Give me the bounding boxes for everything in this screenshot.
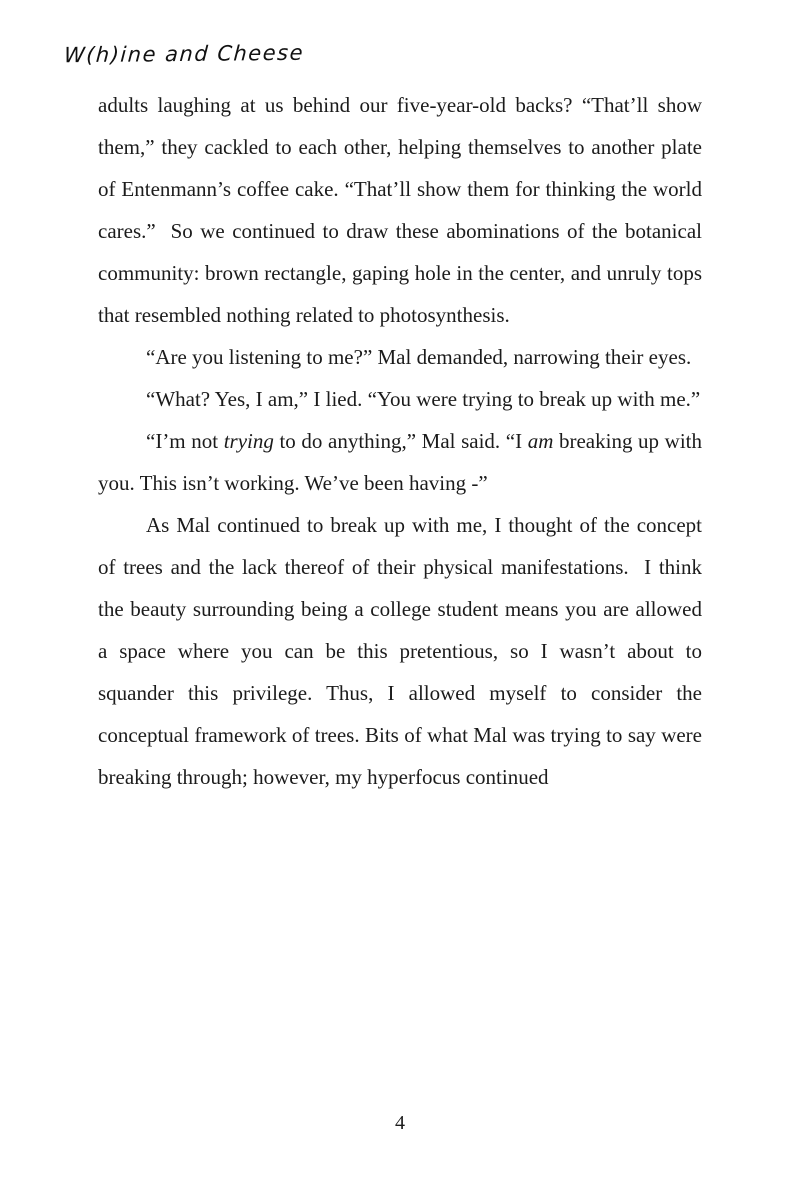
paragraph-text-italic: am: [527, 429, 554, 453]
paragraph-text: to do anything,” Mal said. “I: [273, 429, 528, 453]
paragraph-text-italic: trying: [223, 429, 274, 453]
paragraph: [98, 84, 702, 336]
paragraph-text: As Mal continued to break up with me, I thought of the concept of trees and the lack thereof of their physical manifestations. I think the beauty surrounding being a college student means you are allowed a space where you can be this pretentious, so I wasn’t about to squander this privilege. Thus, I allowed myself to consider the conceptual framework of trees. Bits of what Mal was trying to say were breaking through; however, my hyperfocus continued: [98, 513, 702, 789]
paragraph: [98, 420, 702, 504]
paragraph-text: “Are you listening to me?” Mal demanded, narrowing their eyes.: [146, 345, 692, 369]
paragraph: [98, 504, 702, 798]
running-header-title: W(h)ine and Cheese: [63, 40, 305, 68]
paragraph-text: “What? Yes, I am,” I lied. “You were trying to break up with me.”: [146, 387, 701, 411]
paragraph-text: “I’m not: [146, 429, 224, 453]
paragraph-text: adults laughing at us behind our five-year-old backs? “That’ll show them,” they cackled to each other, helping themselves to another plate of Entenmann’s coffee cake. “That’ll show them for thinking the world cares.” So we continued to draw these abominations of the botanical community: brown rectangle, gaping hole in the center, and unruly tops that resembled nothing related to photosynthesis.: [98, 93, 702, 327]
paragraph: [98, 336, 702, 378]
paragraph-text: breaking up with you. This isn’t working. We’ve been having -”: [98, 429, 702, 495]
paragraph: [98, 378, 702, 420]
page-number: 4: [395, 1112, 405, 1134]
body-text-block: [98, 84, 702, 798]
